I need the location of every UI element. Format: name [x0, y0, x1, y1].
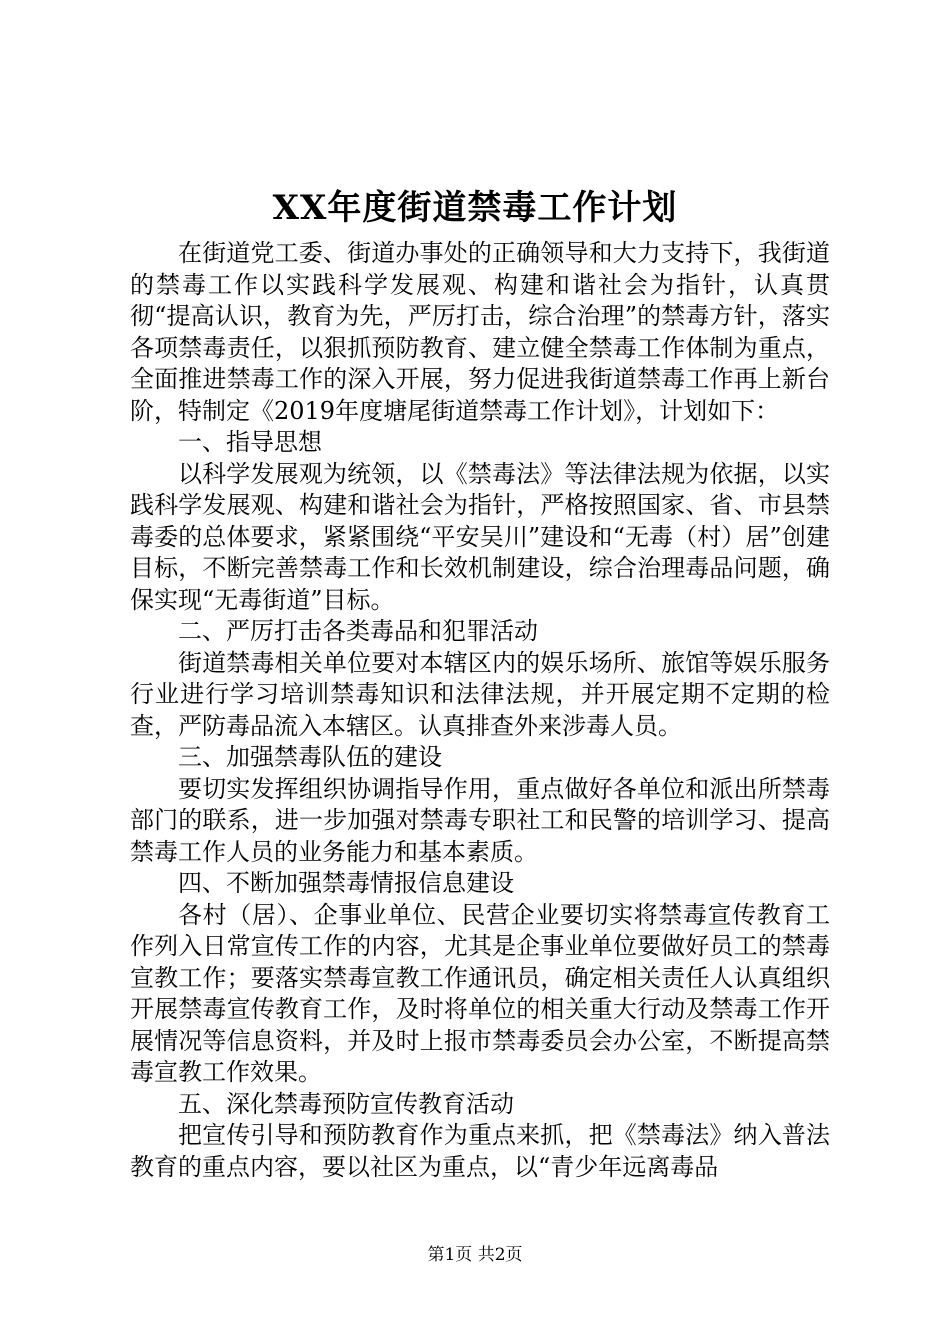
- section-heading-intelligence: 四、不断加强禁毒情报信息建设: [178, 869, 514, 897]
- page-number-footer: 第1页 共2页: [427, 1245, 523, 1265]
- body-paragraph: 以科学发展观为统领，以《禁毒法》等法律法规为依据，以实践科学发展观、构建和谐社会为指针，严格按照国家、省、市县禁毒委的总体要求，紧紧围绕“平安吴川”建设和“无毒（村）居”创建目标，不断完善禁毒工作和长效机制建设，综合治理毒品问题，确保实现“无毒街道”目标。: [130, 459, 830, 614]
- section-heading-crackdown: 二、严厉打击各类毒品和犯罪活动: [178, 617, 538, 645]
- document-body: [130, 238, 830, 1183]
- body-paragraph: 要切实发挥组织协调指导作用，重点做好各单位和派出所禁毒部门的联系，进一步加强对禁毒专职社工和民警的培训学习、提高禁毒工作人员的业务能力和基本素质。: [130, 774, 830, 866]
- body-paragraph: 各村（居）、企事业单位、民营企业要切实将禁毒宣传教育工作列入日常宣传工作的内容，尤其是企事业单位要做好员工的禁毒宣教工作；要落实禁毒宣教工作通讯员，确定相关责任人认真组织开展禁毒宣传教育工作，及时将单位的相关重大行动及禁毒工作开展情况等信息资料，并及时上报市禁毒委员会办公室，不断提高禁毒宣教工作效果。: [130, 900, 830, 1086]
- intro-paragraph: 在街道党工委、街道办事处的正确领导和大力支持下，我街道的禁毒工作以实践科学发展观、构建和谐社会为指针，认真贯彻“提高认识，教育为先，严厉打击，综合治理”的禁毒方针，落实各项禁毒责任，以狠抓预防教育、建立健全禁毒工作体制为重点，全面推进禁毒工作的深入开展，努力促进我街道禁毒工作再上新台阶，特制定《2019年度塘尾街道禁毒工作计划》，计划如下：: [130, 239, 830, 425]
- document-title: XX年度街道禁毒工作计划: [272, 188, 678, 228]
- section-heading-guiding-thought: 一、指导思想: [178, 428, 322, 456]
- section-heading-team-building: 三、加强禁毒队伍的建设: [178, 743, 442, 771]
- body-paragraph: 街道禁毒相关单位要对本辖区内的娱乐场所、旅馆等娱乐服务行业进行学习培训禁毒知识和法律法规，并开展定期不定期的检查，严防毒品流入本辖区。认真排查外来涉毒人员。: [130, 648, 830, 740]
- section-heading-prevention-education: 五、深化禁毒预防宣传教育活动: [178, 1089, 514, 1118]
- body-paragraph: 把宣传引导和预防教育作为重点来抓，把《禁毒法》纳入普法教育的重点内容，要以社区为重点，以“青少年远离毒品: [130, 1121, 830, 1181]
